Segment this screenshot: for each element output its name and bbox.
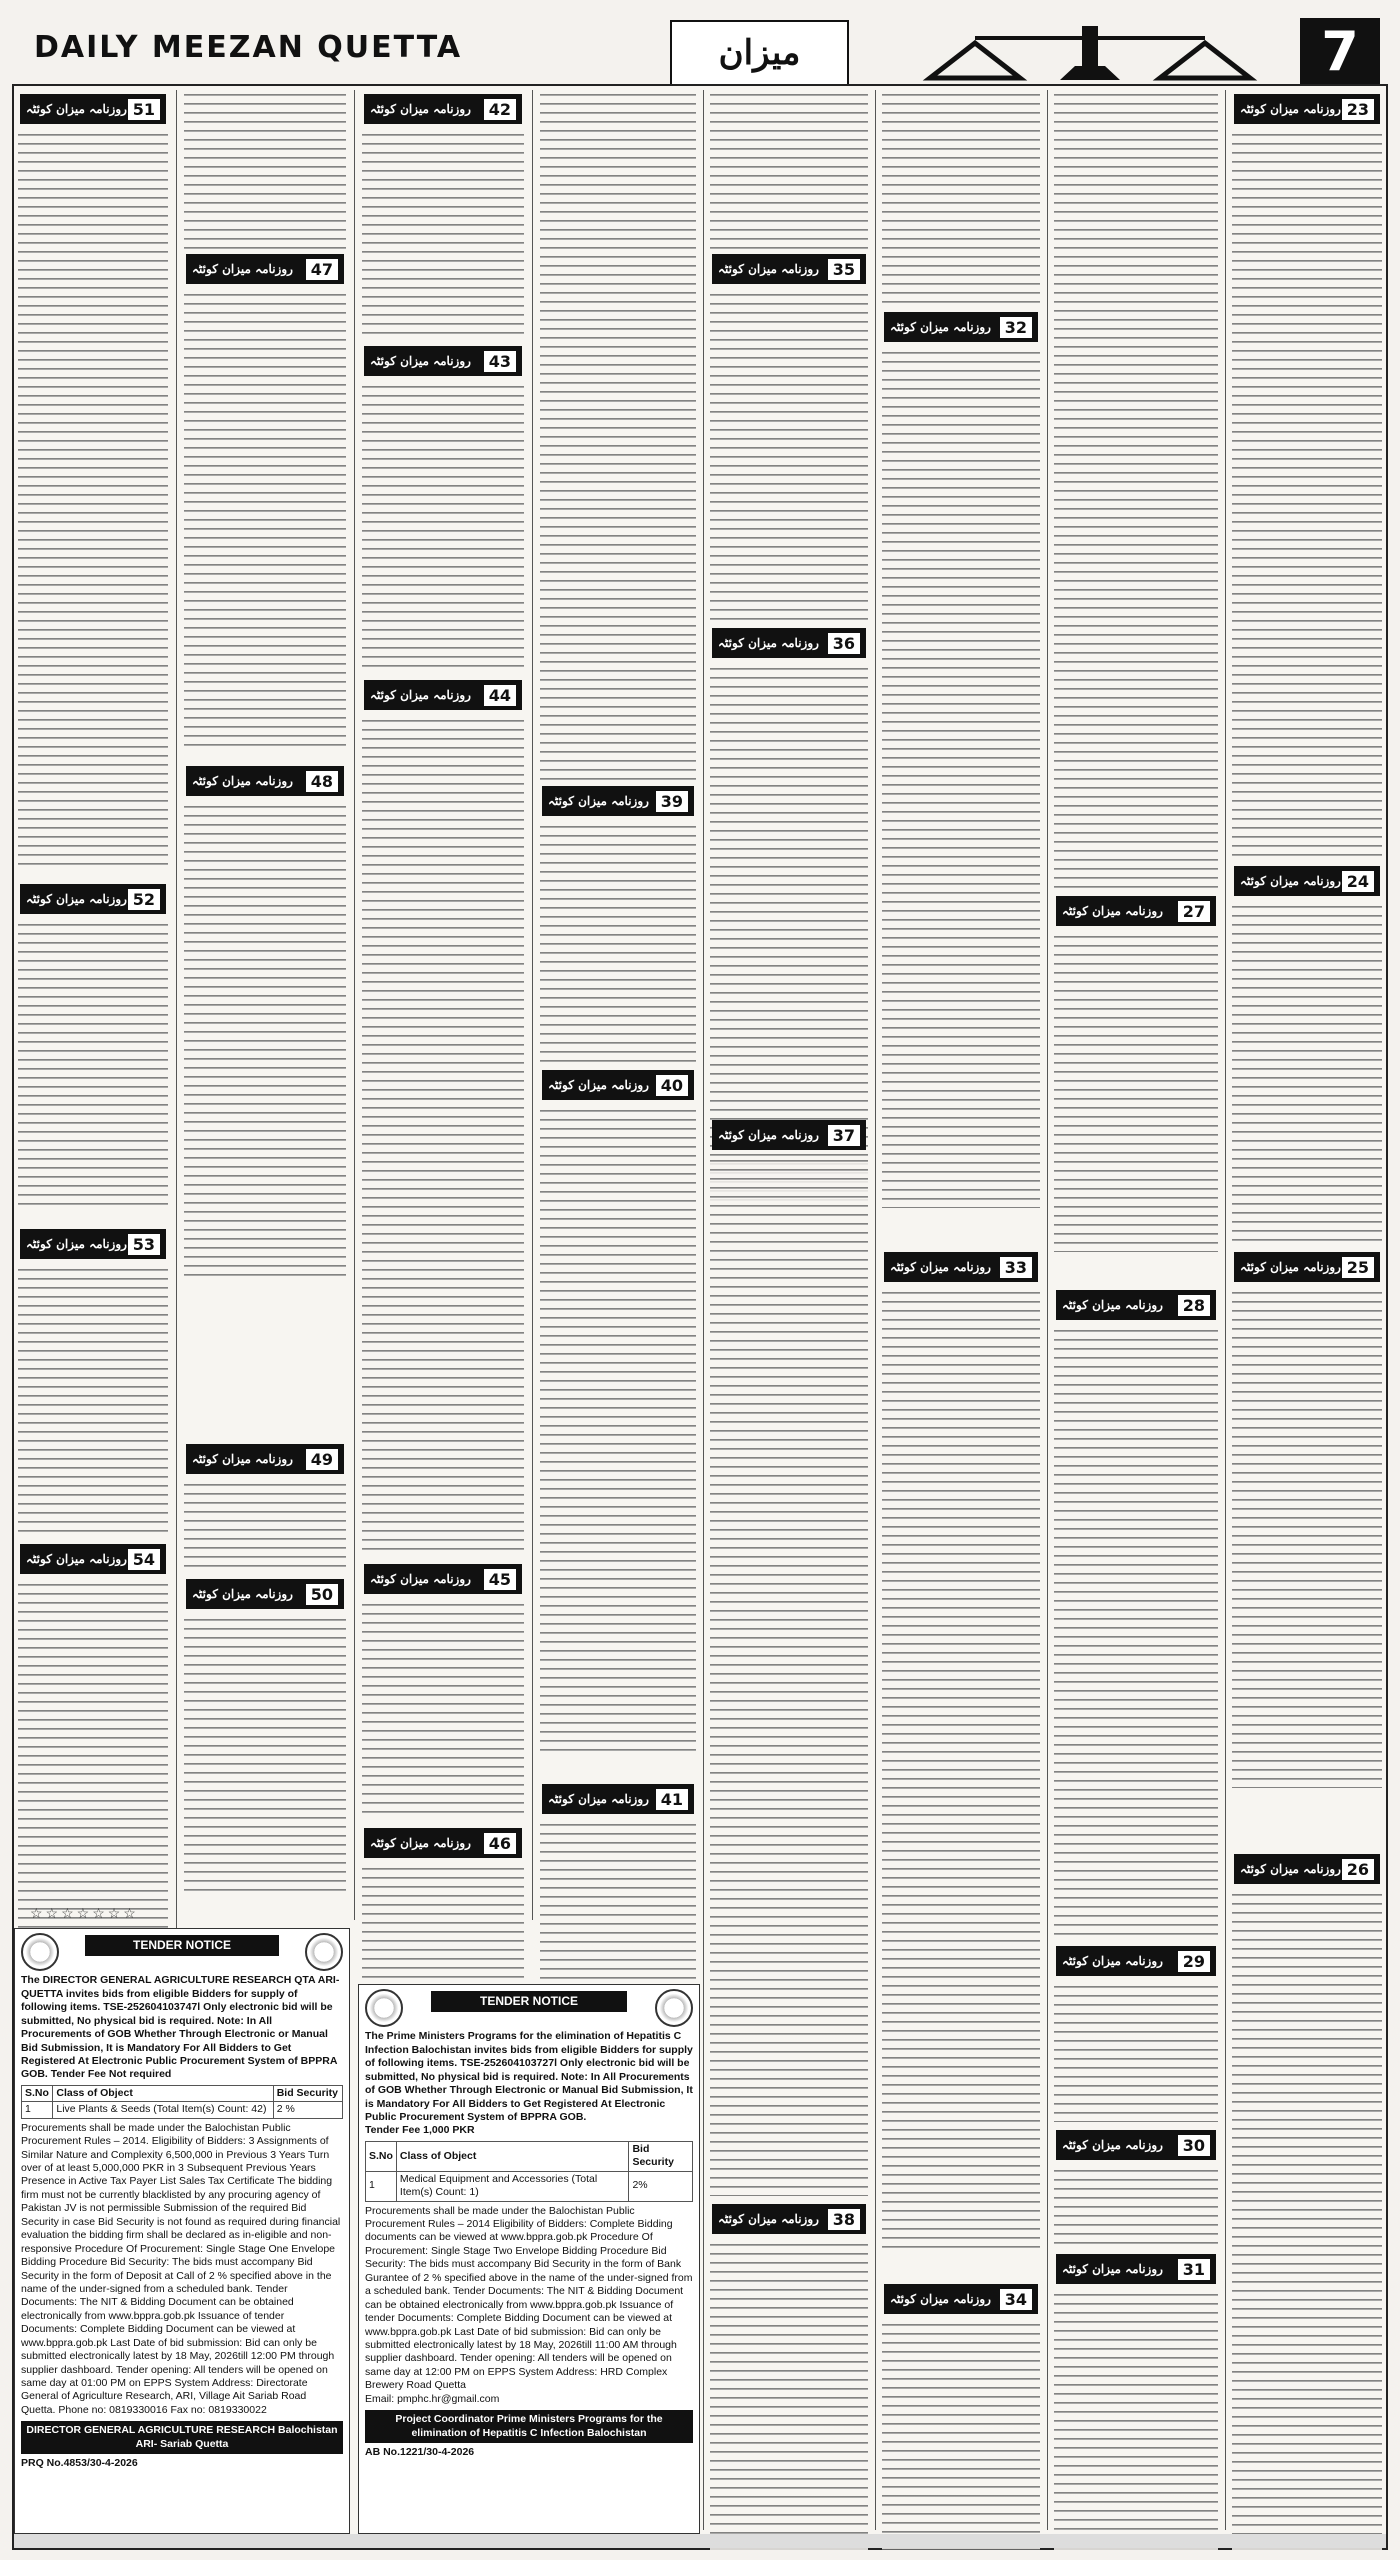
story-header: روزنامہ میزان کوئٹہ 36 bbox=[712, 628, 866, 658]
story-block bbox=[1054, 90, 1218, 890]
story-block bbox=[710, 250, 868, 620]
story-number: 34 bbox=[1000, 2289, 1032, 2310]
story-number: 39 bbox=[656, 791, 688, 812]
story-header: روزنامہ میزان کوئٹہ 42 bbox=[364, 94, 522, 124]
story-block bbox=[184, 1440, 346, 1570]
story-header: روزنامہ میزان کوئٹہ 48 bbox=[186, 766, 344, 796]
table-header: Class of Object bbox=[53, 2085, 273, 2101]
story-block bbox=[710, 2200, 868, 2550]
story-block bbox=[710, 90, 868, 250]
story-number: 35 bbox=[828, 259, 860, 280]
story-block bbox=[362, 90, 524, 340]
story-number: 51 bbox=[128, 99, 160, 120]
story-header: روزنامہ میزان کوئٹہ 27 bbox=[1056, 896, 1216, 926]
story-block bbox=[184, 1575, 346, 1895]
tender-heading: TENDER NOTICE bbox=[431, 1991, 628, 2012]
story-number: 47 bbox=[306, 259, 338, 280]
story-header: روزنامہ میزان کوئٹہ 40 bbox=[542, 1070, 694, 1100]
story-header: روزنامہ میزان کوئٹہ 41 bbox=[542, 1784, 694, 1814]
story-block bbox=[710, 1116, 868, 2196]
table-cell: Live Plants & Seeds (Total Item(s) Count: 42) bbox=[53, 2102, 273, 2118]
story-text-placeholder bbox=[184, 1615, 346, 1895]
story-text-placeholder bbox=[882, 90, 1040, 305]
story-text-placeholder bbox=[184, 90, 346, 250]
column-8 bbox=[1228, 90, 1386, 2558]
tender-signature: Project Coordinator Prime Ministers Programs for the elimination of Hepatitis C Infection Balochistan bbox=[365, 2410, 693, 2443]
story-block bbox=[362, 342, 524, 672]
story-number: 50 bbox=[306, 1584, 338, 1605]
tender-fee-label: Tender Fee bbox=[365, 2124, 421, 2137]
story-number: 53 bbox=[128, 1234, 160, 1255]
table-header: Class of Object bbox=[396, 2141, 629, 2171]
story-number: 26 bbox=[1342, 1859, 1374, 1880]
story-text-placeholder bbox=[710, 290, 868, 620]
column-divider bbox=[354, 90, 355, 1920]
story-number: 23 bbox=[1342, 99, 1374, 120]
story-number: 52 bbox=[128, 889, 160, 910]
story-block bbox=[362, 1560, 524, 1820]
table-header-row bbox=[22, 2085, 343, 2101]
tender-intro: The Prime Ministers Programs for the elimination of Hepatitis C Infection Balochistan invites bids from eligible Bidders for supply of following items. TSE-252604103727l Only electronic bid will be submitted, No physical bid is required. Note: In All Procurements of GOB Whether Through Electronic or Manual Bid Submission, It is Mandatory For All Bidders to Get Registered At Electronic Public Procurement System of BPPRA GOB. bbox=[365, 2030, 693, 2123]
tender-intro: The DIRECTOR GENERAL AGRICULTURE RESEARCH QTA ARI-QUETTA invites bids from eligible Bidders for supply of following items. TSE-252604103747l Only electronic bid will be submitted, No physical bid is required. Note: In All Procurements of GOB Whether Through Electronic or Manual Bid Submission, It is Mandatory For All Bidders to Get Registered At Electronic Public Procurement System of BPPRA GOB. Tender Fee Not required bbox=[21, 1974, 340, 2081]
story-number: 42 bbox=[484, 99, 516, 120]
story-block bbox=[362, 676, 524, 1556]
story-block bbox=[882, 90, 1040, 305]
story-header: روزنامہ میزان کوئٹہ 47 bbox=[186, 254, 344, 284]
story-text-placeholder bbox=[540, 822, 696, 1062]
story-block bbox=[1054, 2250, 1218, 2550]
story-text-placeholder bbox=[540, 1820, 696, 2005]
tender-fee bbox=[365, 2124, 693, 2137]
table-header: Bid Security bbox=[273, 2085, 342, 2101]
story-header: روزنامہ میزان کوئٹہ 43 bbox=[364, 346, 522, 376]
story-block bbox=[184, 90, 346, 250]
story-text-placeholder bbox=[540, 1106, 696, 1751]
table-header-row bbox=[366, 2141, 693, 2171]
table-cell: 2% bbox=[629, 2171, 693, 2201]
column-6 bbox=[878, 90, 1044, 2558]
story-header: روزنامہ میزان کوئٹہ 28 bbox=[1056, 1290, 1216, 1320]
government-seal-icon bbox=[365, 1989, 403, 2027]
story-header: روزنامہ میزان کوئٹہ 50 bbox=[186, 1579, 344, 1609]
story-header: روزنامہ میزان کوئٹہ 23 bbox=[1234, 94, 1380, 124]
story-text-placeholder bbox=[882, 2320, 1040, 2550]
story-text-placeholder bbox=[1054, 2290, 1218, 2550]
story-text-placeholder bbox=[540, 90, 696, 780]
story-number: 33 bbox=[1000, 1257, 1032, 1278]
tender-signature: DIRECTOR GENERAL AGRICULTURE RESEARCH Balochistan ARI- Sariab Quetta bbox=[21, 2421, 343, 2454]
story-text-placeholder bbox=[1054, 2166, 1218, 2246]
story-block bbox=[1054, 1286, 1218, 1936]
story-block bbox=[1232, 862, 1382, 1242]
story-text-placeholder bbox=[1054, 1982, 1218, 2122]
story-text-placeholder bbox=[184, 802, 346, 1282]
story-header: روزنامہ میزان کوئٹہ 34 bbox=[884, 2284, 1038, 2314]
story-block bbox=[1054, 892, 1218, 1252]
story-block bbox=[1232, 1248, 1382, 1788]
story-text-placeholder bbox=[1054, 932, 1218, 1252]
story-number: 24 bbox=[1342, 871, 1374, 892]
story-text-placeholder bbox=[18, 130, 168, 870]
story-text-placeholder bbox=[1232, 1890, 1382, 2550]
decorative-stars: ☆☆☆☆☆☆☆ bbox=[30, 1906, 139, 1922]
story-header: روزنامہ میزان کوئٹہ 53 bbox=[20, 1229, 166, 1259]
newspaper-title: DAILY MEEZAN QUETTA bbox=[34, 30, 463, 65]
story-number: 25 bbox=[1342, 1257, 1374, 1278]
column-divider bbox=[532, 90, 533, 1920]
program-logo-icon bbox=[655, 1989, 693, 2027]
story-text-placeholder bbox=[362, 130, 524, 335]
tender-table bbox=[21, 2085, 343, 2119]
story-number: 32 bbox=[1000, 317, 1032, 338]
tender-notice-hepatitis bbox=[358, 1984, 700, 2534]
story-text-placeholder bbox=[1232, 902, 1382, 1242]
table-row bbox=[22, 2102, 343, 2118]
tender-body: Procurements shall be made under the Balochistan Public Procurement Rules – 2014 Eligibility of Bidders: Complete Bidding documents can be viewed at www.bppra.gob.pk Procedure Of Procurement: Single Stage Two Envelope Bidding Procedure Bid Security: The bids must accompany Bid Security in the form of Bank Gurantee of 2 % specified above in the name of the under-signed from a scheduled bank. Tender Documents: The NIT & Bidding Document can be obtained electronically from www.bppra.gob.pk Issuance of tender Documents: Complete Bidding Document can be viewed at www.bppra.gob.pk Last Date of bid submission: Bid can only be submitted electronically latest by 18 May, 2026till 11:00 AM through supplier dashboard. Tender opening: All tenders will be opened on same day at 12:00 PM on EPPS System Address: HRD Complex Brewery Road Quetta bbox=[365, 2204, 693, 2392]
story-block bbox=[540, 1780, 696, 2005]
story-header: روزنامہ میزان کوئٹہ 31 bbox=[1056, 2254, 1216, 2284]
footer-strip bbox=[14, 2534, 1386, 2548]
story-header: روزنامہ میزان کوئٹہ 25 bbox=[1234, 1252, 1380, 1282]
story-header: روزنامہ میزان کوئٹہ 45 bbox=[364, 1564, 522, 1594]
story-number: 48 bbox=[306, 771, 338, 792]
story-header: روزنامہ میزان کوئٹہ 49 bbox=[186, 1444, 344, 1474]
story-number: 49 bbox=[306, 1449, 338, 1470]
story-header: روزنامہ میزان کوئٹہ 35 bbox=[712, 254, 866, 284]
department-logo-icon bbox=[305, 1933, 343, 1971]
column-4 bbox=[536, 90, 700, 2010]
column-divider bbox=[1225, 90, 1226, 2530]
story-block bbox=[1054, 1942, 1218, 2122]
column-divider bbox=[875, 90, 876, 2530]
story-header: روزنامہ میزان کوئٹہ 26 bbox=[1234, 1854, 1380, 1884]
story-header: روزنامہ میزان کوئٹہ 37 bbox=[712, 1120, 866, 1150]
story-text-placeholder bbox=[362, 1600, 524, 1820]
tender-reference: PRQ No.4853/30-4-2026 bbox=[21, 2457, 138, 2470]
column-3 bbox=[358, 90, 528, 2070]
story-text-placeholder bbox=[184, 290, 346, 750]
story-text-placeholder bbox=[710, 2240, 868, 2550]
story-header: روزنامہ میزان کوئٹہ 44 bbox=[364, 680, 522, 710]
tender-notice-agriculture bbox=[14, 1928, 350, 2534]
table-header: S.No bbox=[366, 2141, 397, 2171]
tender-reference: AB No.1221/30-4-2026 bbox=[365, 2446, 475, 2459]
column-7 bbox=[1050, 90, 1222, 2558]
story-block bbox=[184, 762, 346, 1292]
story-number: 36 bbox=[828, 633, 860, 654]
story-text-placeholder bbox=[1232, 1288, 1382, 1788]
table-header: S.No bbox=[22, 2085, 53, 2101]
tender-email: Email: pmphc.hr@gmail.com bbox=[365, 2392, 500, 2405]
story-block bbox=[540, 90, 696, 780]
story-number: 40 bbox=[656, 1075, 688, 1096]
story-number: 28 bbox=[1178, 1295, 1210, 1316]
tender-body: Procurements shall be made under the Balochistan Public Procurement Rules – 2014. Eligibility of Bidders: 3 Assignments of Similar Nature and Complexity 6,500,000 in Previous 3 Years Turn over of at least 5,000,000 PKR in 3 Subsequent Previous Years Presence in Active Tax Payer List Sales Tax Certificate The bidding firm must not be currently blacklisted by any procuring agency of Pakistan JV is not permissible Submission of the required Bid Security in case Bid Security is not found as required during financial evaluation the bidding firm shall be declared as in-eligible and non-responsive Procedure Of Procurement: Single Stage One Envelope Bidding Procedure Bid Security: The bids must accompany Bid Security in the form of Deposit at Call of 2 % specified above in the name of the under-signed from a scheduled bank. Tender Documents: The NIT & Bidding Document can be obtained electronically from www.bppra.gob.pk Issuance of tender Documents: Complete Bidding Document can be viewed at www.bppra.gob.pk Last Date of bid submission: Bid can only be submitted electronically latest by 18 May, 2026till 12:00 PM through supplier dashboard. Tender opening: All tenders will be opened on same day at 01:00 PM on EPPS System Address: Directorate General of Agriculture Research, ARI, Village Ait Sariab Road Quetta. Phone no: 0819330016 Fax no: 0819330022 bbox=[21, 2121, 341, 2416]
story-number: 38 bbox=[828, 2209, 860, 2230]
story-block bbox=[540, 782, 696, 1062]
story-text-placeholder bbox=[184, 1480, 346, 1570]
story-text-placeholder bbox=[710, 90, 868, 250]
story-header: روزنامہ میزان کوئٹہ 32 bbox=[884, 312, 1038, 342]
story-number: 43 bbox=[484, 351, 516, 372]
tender-table bbox=[365, 2141, 693, 2202]
story-block bbox=[18, 90, 168, 875]
column-divider bbox=[1047, 90, 1048, 2530]
story-block bbox=[540, 1066, 696, 1756]
table-cell: 1 bbox=[22, 2102, 53, 2118]
story-block bbox=[18, 880, 168, 1220]
column-5 bbox=[706, 90, 872, 2558]
story-header: روزنامہ میزان کوئٹہ 30 bbox=[1056, 2130, 1216, 2160]
story-block bbox=[882, 2280, 1040, 2550]
story-number: 31 bbox=[1178, 2259, 1210, 2280]
story-text-placeholder bbox=[882, 1288, 1040, 2248]
story-header: روزنامہ میزان کوئٹہ 24 bbox=[1234, 866, 1380, 896]
newspaper-logo: میزان bbox=[670, 20, 849, 86]
government-seal-icon bbox=[21, 1933, 59, 1971]
story-header: روزنامہ میزان کوئٹہ 33 bbox=[884, 1252, 1038, 1282]
story-number: 46 bbox=[484, 1833, 516, 1854]
story-header: روزنامہ میزان کوئٹہ 52 bbox=[20, 884, 166, 914]
story-number: 41 bbox=[656, 1789, 688, 1810]
story-number: 30 bbox=[1178, 2135, 1210, 2156]
story-block bbox=[18, 1225, 168, 1535]
story-header: روزنامہ میزان کوئٹہ 46 bbox=[364, 1828, 522, 1858]
story-number: 27 bbox=[1178, 901, 1210, 922]
story-number: 29 bbox=[1178, 1951, 1210, 1972]
story-block bbox=[1232, 1850, 1382, 2550]
table-cell: 1 bbox=[366, 2171, 397, 2201]
column-2 bbox=[180, 90, 350, 1910]
story-block bbox=[882, 308, 1040, 1208]
story-text-placeholder bbox=[362, 382, 524, 672]
story-block bbox=[1054, 2126, 1218, 2246]
story-text-placeholder bbox=[710, 1156, 868, 2196]
story-number: 45 bbox=[484, 1569, 516, 1590]
table-row bbox=[366, 2171, 693, 2201]
column-divider bbox=[703, 90, 704, 2530]
story-block bbox=[882, 1248, 1040, 2248]
story-number: 44 bbox=[484, 685, 516, 706]
story-block bbox=[1232, 90, 1382, 860]
story-text-placeholder bbox=[1054, 90, 1218, 890]
story-text-placeholder bbox=[1054, 1326, 1218, 1936]
story-text-placeholder bbox=[1232, 130, 1382, 860]
story-block bbox=[184, 250, 346, 760]
table-header: Bid Security bbox=[629, 2141, 693, 2171]
story-text-placeholder bbox=[18, 1265, 168, 1535]
story-header: روزنامہ میزان کوئٹہ 29 bbox=[1056, 1946, 1216, 1976]
story-number: 37 bbox=[828, 1125, 860, 1146]
story-header: روزنامہ میزان کوئٹہ 39 bbox=[542, 786, 694, 816]
story-header: روزنامہ میزان کوئٹہ 38 bbox=[712, 2204, 866, 2234]
story-header: روزنامہ میزان کوئٹہ 51 bbox=[20, 94, 166, 124]
story-number: 54 bbox=[128, 1549, 160, 1570]
story-header: روزنامہ میزان کوئٹہ 54 bbox=[20, 1544, 166, 1574]
scales-of-justice-icon bbox=[910, 18, 1270, 84]
story-text-placeholder bbox=[882, 348, 1040, 1208]
story-text-placeholder bbox=[362, 716, 524, 1551]
page-number: 7 bbox=[1300, 18, 1380, 84]
table-cell: 2 % bbox=[273, 2102, 342, 2118]
story-text-placeholder bbox=[18, 920, 168, 1210]
table-cell: Medical Equipment and Accessories (Total Item(s) Count: 1) bbox=[396, 2171, 629, 2201]
tender-heading: TENDER NOTICE bbox=[85, 1935, 278, 1956]
tender-fee-value: 1,000 PKR bbox=[423, 2124, 475, 2137]
masthead bbox=[10, 18, 1390, 83]
